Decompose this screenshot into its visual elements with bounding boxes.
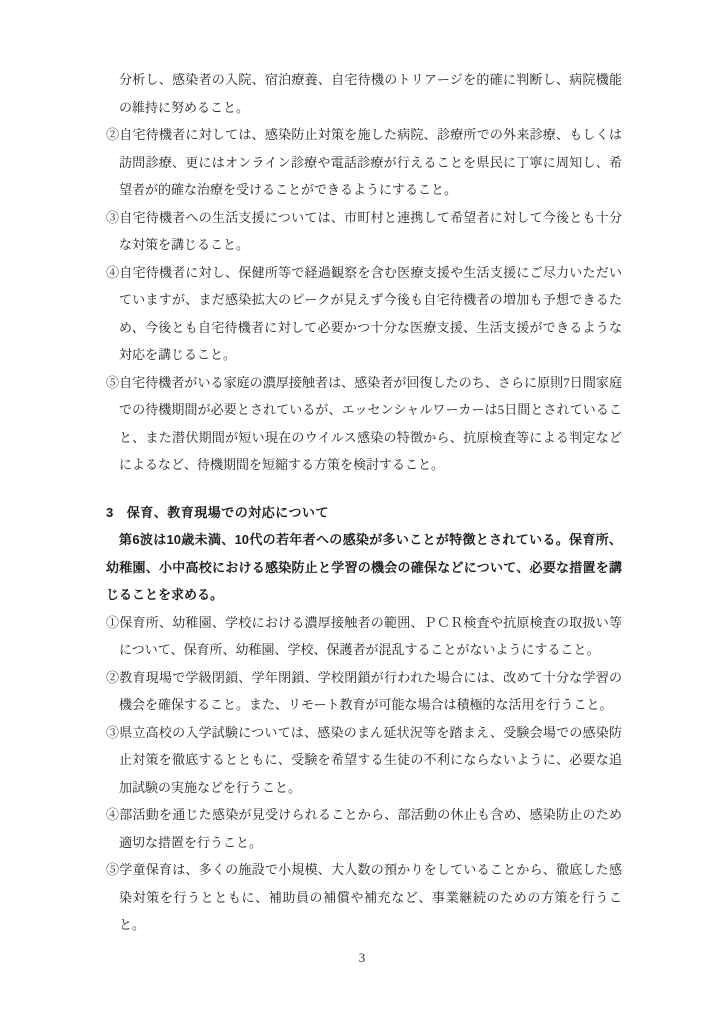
item-text: 学童保育は、多くの施設で小規模、大人数の預かりをしていることから、徹底した感染対策を行うとともに、補助員の補償や補充など、事業継続のための方策を行うこと。 — [119, 862, 622, 932]
list-item-education-5 — [106, 856, 622, 939]
list-item-home-care-2 — [106, 121, 622, 204]
item-text: 保育所、幼稚園、学校における濃厚接触者の範囲、ＰＣＲ検査や抗原検査の取扱い等について、保育所、幼稚園、学校、保護者が混乱することがないようにすること。 — [119, 614, 622, 657]
section-lead-text: 第6波は10歳未満、10代の若年者への感染が多いことが特徴とされている。保育所、幼稚園、小中高校における感染防止と学習の機会の確保などについて、必要な措置を講じることを求める。 — [106, 532, 622, 602]
section-lead-paragraph — [106, 526, 622, 609]
item-marker: ③ — [106, 724, 120, 740]
list-item-education-1 — [106, 609, 622, 664]
item-text: 自宅待機者がいる家庭の濃厚接触者は、感染者が回復したのち、さらに原則7日間家庭での待機期間が必要とされているが、エッセンシャルワーカーは5日間とされていること、また潜伏期間が短い現在のウイルス感染の特徴から、抗原検査等による判定などによるなど、待機期間を短縮する方策を検討すること。 — [119, 374, 622, 472]
page-number: 3 — [358, 950, 366, 965]
item-text: 部活動を通じた感染が見受けられることから、部活動の休止も含め、感染防止のため適切な措置を行うこと。 — [119, 807, 622, 850]
paragraph-continuation — [106, 66, 622, 121]
item-marker: ⑤ — [106, 374, 120, 390]
item-marker: ② — [106, 669, 120, 685]
item-marker: ① — [106, 614, 120, 630]
section-number: 3 — [106, 504, 114, 520]
list-item-home-care-4 — [106, 259, 622, 369]
list-item-education-3 — [106, 719, 622, 802]
item-marker: ④ — [106, 807, 120, 822]
list-item-home-care-3 — [106, 204, 622, 259]
list-item-home-care-5 — [106, 369, 622, 479]
document-body — [106, 66, 622, 939]
item-marker: ③ — [106, 209, 120, 225]
item-text: 自宅待機者への生活支援については、市町村と連携して希望者に対して今後とも十分な対策を講じること。 — [119, 209, 622, 252]
section-heading — [106, 499, 622, 527]
paragraph-continuation-text: 分析し、感染者の入院、宿泊療養、自宅待機のトリアージを的確に判断し、病院機能の維持に努めること。 — [119, 72, 622, 115]
item-text: 県立高校の入学試験については、感染のまん延状況等を踏まえ、受験会場での感染防止対策を徹底するとともに、受験を希望する生徒の不利にならないように、必要な追加試験の実施などを行うこと。 — [119, 724, 622, 795]
item-marker: ⑤ — [106, 862, 120, 877]
list-item-education-4 — [106, 801, 622, 856]
section-title: 保育、教育現場での対応について — [126, 504, 329, 520]
item-text: 教育現場で学級閉鎖、学年閉鎖、学校閉鎖が行われた場合には、改めて十分な学習の機会を確保すること。また、リモート教育が可能な場合は積極的な活用を行うこと。 — [119, 669, 622, 712]
item-marker: ④ — [106, 264, 120, 280]
item-text: 自宅待機者に対しては、感染防止対策を施した病院、診療所での外来診療、もしくは訪問診療、更にはオンライン診療や電話診療が行えることを県民に丁寧に周知し、希望者が的確な治療を受けることができるようにすること。 — [119, 127, 622, 197]
item-marker: ② — [106, 127, 120, 142]
list-item-education-2 — [106, 664, 622, 719]
item-text: 自宅待機者に対し、保健所等で経過観察を含む医療支援や生活支援にご尽力いただいていますが、まだ感染拡大のピークが見えず今後も自宅待機者の増加も予想できるため、今後とも自宅待機者に対して必要かつ十分な医療支援、生活支援ができるような対応を講じること。 — [119, 264, 622, 362]
